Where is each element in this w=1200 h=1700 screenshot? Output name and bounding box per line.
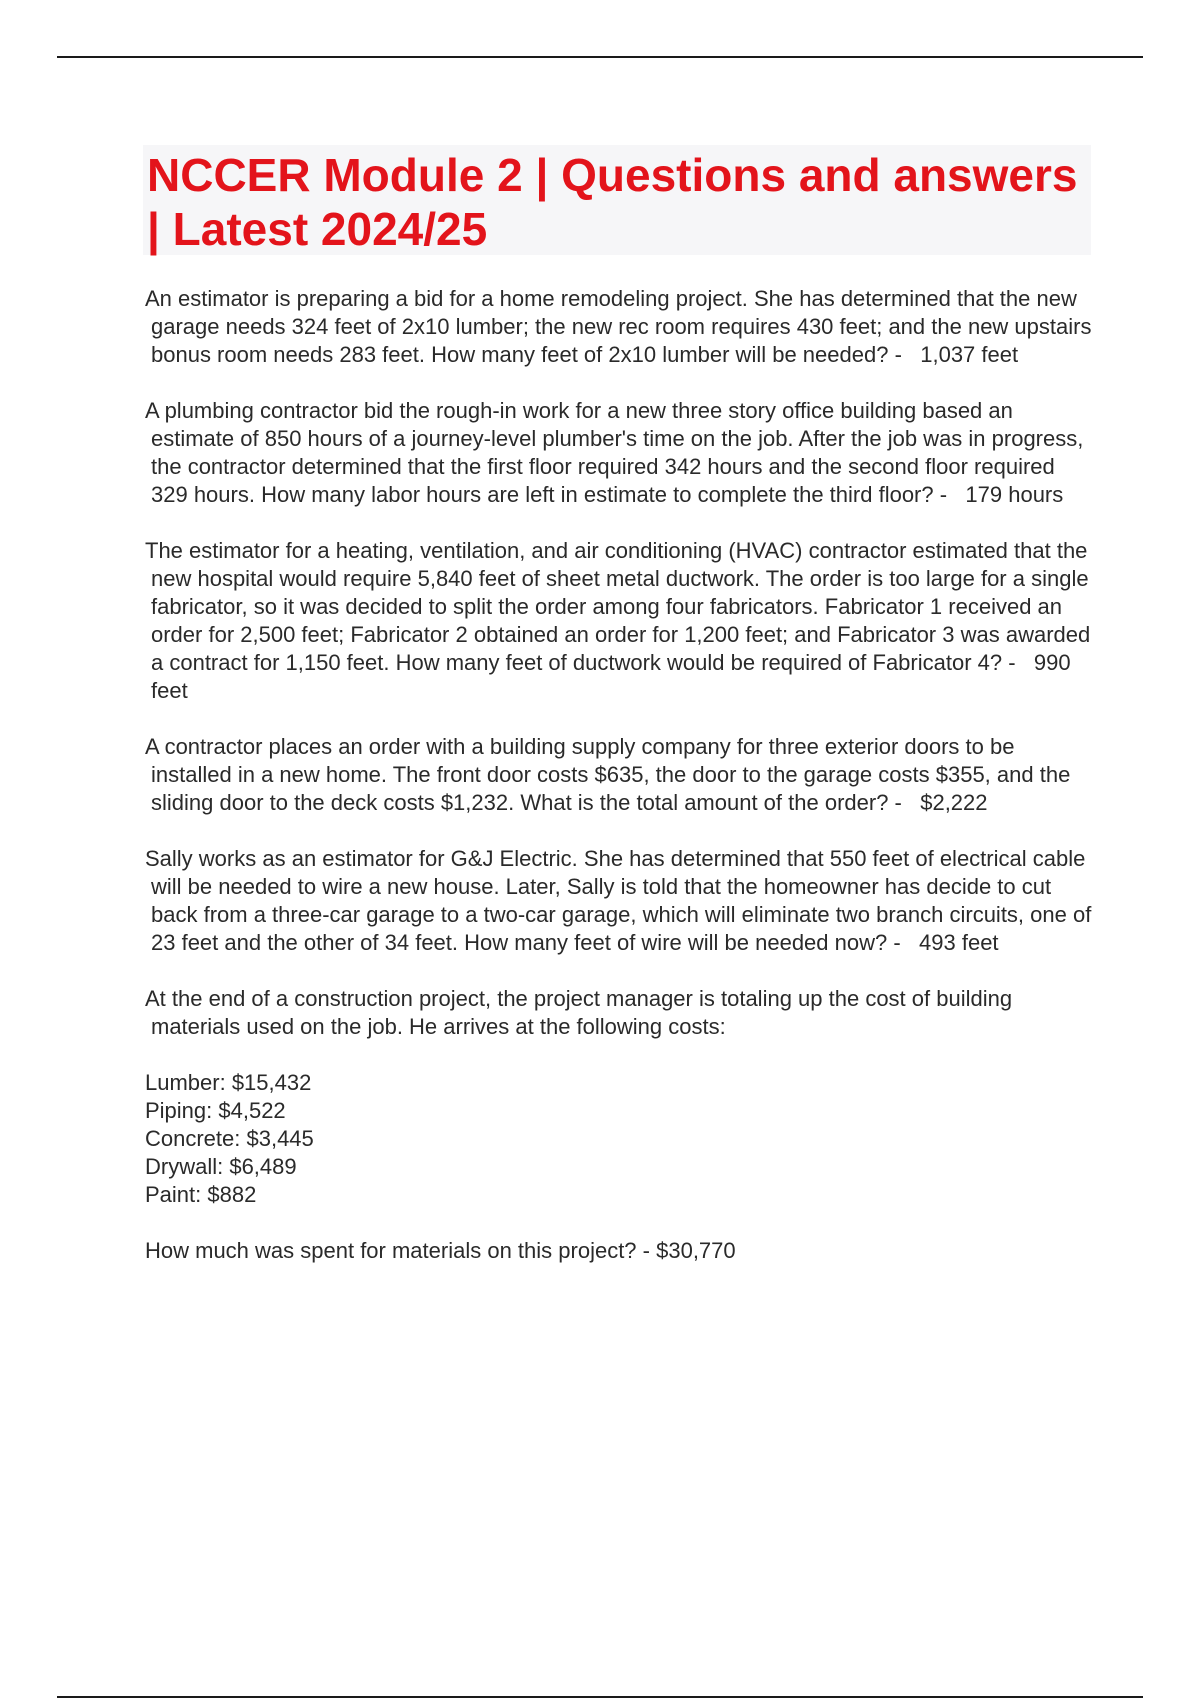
list-item: Piping: $4,522 bbox=[145, 1098, 286, 1123]
page-title: NCCER Module 2 | Questions and answers | Latest 2024/25 bbox=[147, 149, 1078, 255]
qa-item bbox=[145, 285, 1095, 369]
answer-text: $30,770 bbox=[656, 1238, 736, 1263]
list-item: Lumber: $15,432 bbox=[145, 1070, 312, 1095]
qa-item bbox=[145, 733, 1095, 817]
qa-item bbox=[145, 397, 1095, 509]
question-text: A contractor places an order with a building supply company for three exterior doors to be installed in a new home. The front door costs $635, the door to the garage costs $355, and the sliding door to the deck costs $1,232. What is the total amount of the order? - bbox=[145, 734, 1071, 815]
question-text: How much was spent for materials on this project? - bbox=[145, 1238, 650, 1263]
answer-text: $2,222 bbox=[920, 790, 988, 815]
materials-question bbox=[145, 1237, 1095, 1265]
answer-text: 990 feet bbox=[151, 650, 1071, 703]
answer-text: 493 feet bbox=[919, 930, 999, 955]
qa-item bbox=[145, 845, 1095, 957]
bottom-rule bbox=[57, 1696, 1143, 1698]
materials-question-intro bbox=[145, 985, 1095, 1041]
list-item: Paint: $882 bbox=[145, 1182, 257, 1207]
question-text: An estimator is preparing a bid for a home remodeling project. She has determined that the new garage needs 324 feet of 2x10 lumber; the new rec room requires 430 feet; and the new upstairs bonus room needs 283 feet. How many feet of 2x10 lumber will be needed? - bbox=[145, 286, 1092, 367]
question-text: The estimator for a heating, ventilation, and air conditioning (HVAC) contractor estimated that the new hospital would require 5,840 feet of sheet metal ductwork. The order is too large for a single fabricator, so it was decided to split the order among four fabricators. Fabricator 1 received an order for 2,500 feet; Fabricator 2 obtained an order for 1,200 feet; and Fabricator 3 was awarded a contract for 1,150 feet. How many feet of ductwork would be required of Fabricator 4? - bbox=[145, 538, 1091, 675]
answer-text: 179 hours bbox=[965, 482, 1064, 507]
materials-list bbox=[145, 1069, 1095, 1209]
question-text: A plumbing contractor bid the rough-in work for a new three story office building based an estimate of 850 hours of a journey-level plumber's time on the job. After the job was in progress, the contractor determined that the first floor required 342 hours and the second floor required 329 hours. How many labor hours are left in estimate to complete the third floor? - bbox=[145, 398, 1084, 507]
qa-item bbox=[145, 537, 1095, 705]
question-text: Sally works as an estimator for G&J Electric. She has determined that 550 feet of electrical cable will be needed to wire a new house. Later, Sally is told that the homeowner has decide to cut back from a three-car garage to a two-car garage, which will eliminate two branch circuits, one of 23 feet and the other of 34 feet. How many feet of wire will be needed now? - bbox=[145, 846, 1092, 955]
top-rule bbox=[57, 56, 1143, 58]
qa-content bbox=[145, 285, 1095, 1265]
list-item: Concrete: $3,445 bbox=[145, 1126, 314, 1151]
answer-text: 1,037 feet bbox=[920, 342, 1019, 367]
title-banner bbox=[143, 145, 1091, 255]
question-text: At the end of a construction project, the project manager is totaling up the cost of building materials used on the job. He arrives at the following costs: bbox=[145, 986, 1013, 1039]
list-item: Drywall: $6,489 bbox=[145, 1154, 297, 1179]
